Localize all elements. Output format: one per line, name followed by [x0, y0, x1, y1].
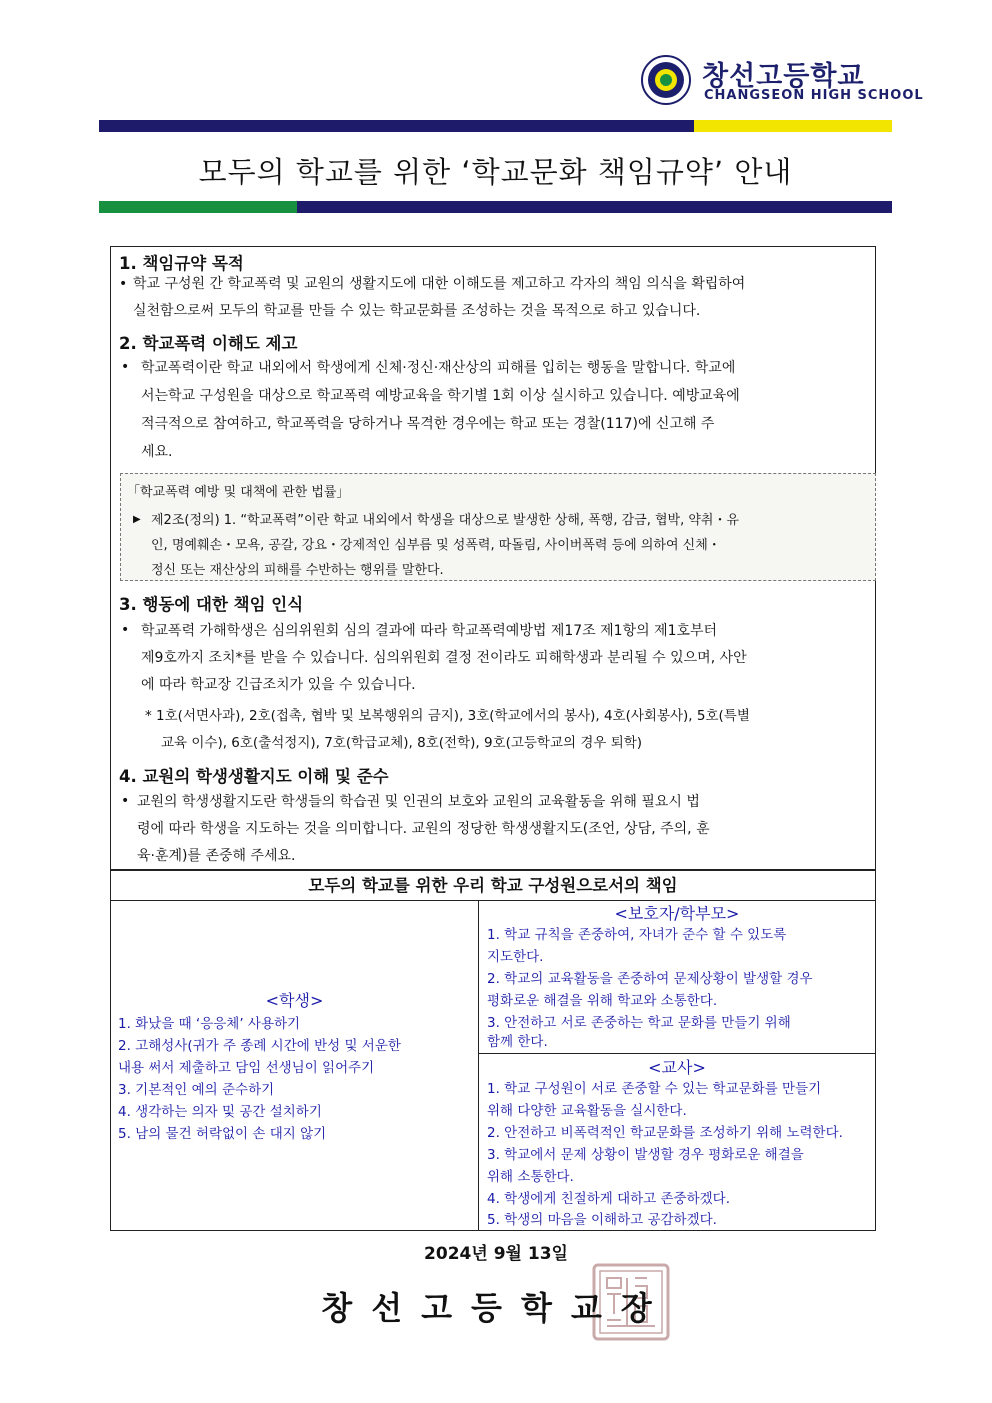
section-1-line: 학교 구성원 간 학교폭력 및 교원의 생활지도에 대한 이해도를 제고하고 각자의 책임 의식을 확립하여 — [133, 276, 746, 292]
parent-item: 평화로운 해결을 위해 학교와 소통한다. — [487, 993, 718, 1009]
section-3-line: 제9호까지 조치*를 받을 수 있습니다. 심의위원회 결정 전이라도 피해학생과 분리될 수 있으며, 사안 — [141, 650, 747, 666]
bullet-icon: • — [121, 359, 130, 375]
teacher-item: 위해 소통한다. — [487, 1169, 574, 1185]
student-column-title: <학생> — [265, 991, 324, 1010]
bottom-bar-navy — [297, 201, 892, 213]
section-2-line: 학교폭력이란 학교 내외에서 학생에게 신체·정신·재산상의 피해를 입히는 행동을 말합니다. 학교에 — [141, 360, 736, 376]
table-divider — [479, 1053, 875, 1054]
school-emblem-icon — [638, 54, 694, 106]
issue-date: 2024년 9월 13일 — [424, 1244, 568, 1264]
section-4-title: 4. 교원의 학생생활지도 이해 및 준수 — [119, 767, 389, 786]
law-title: 「학교폭력 예방 및 대책에 관한 법률」 — [127, 485, 350, 500]
responsibility-table — [110, 870, 876, 1231]
parent-item: 3. 안전하고 서로 존중하는 학교 문화를 만들기 위해 — [487, 1015, 791, 1031]
student-item: 3. 기본적인 예의 준수하기 — [118, 1082, 275, 1098]
section-2-title: 2. 학교폭력 이해도 제고 — [119, 334, 298, 353]
section-3-title: 3. 행동에 대한 책임 인식 — [119, 595, 304, 614]
top-bar-navy — [99, 120, 694, 132]
section-4-line: 육·훈계)를 존중해 주세요. — [137, 848, 296, 864]
bullet-icon: • — [121, 622, 130, 638]
section-3-line: 학교폭력 가해학생은 심의위원회 심의 결과에 따라 학교폭력예방법 제17조 제1항의 제1호부터 — [141, 623, 718, 639]
parent-column-title: <보호자/학부모> — [614, 904, 740, 923]
law-line: 제2조(정의) 1. “학교폭력”이란 학교 내외에서 학생을 대상으로 발생한 상해, 폭행, 감금, 협박, 약취・유 — [151, 513, 740, 528]
section-3-note: * 1호(서면사과), 2호(접촉, 협박 및 보복행위의 금지), 3호(학교에서의 봉사), 4호(사회봉사), 5호(특별 — [145, 708, 750, 724]
section-3-note: 교육 이수), 6호(출석정지), 7호(학급교체), 8호(전학), 9호(고등학교의 경우 퇴학) — [161, 735, 643, 751]
law-line: 인, 명예훼손・모욕, 공갈, 강요・강제적인 심부름 및 성폭력, 따돌림, 사이버폭력 등에 의하여 신체・ — [151, 538, 721, 553]
section-1-line: 실천함으로써 모두의 학교를 만들 수 있는 학교문화를 조성하는 것을 목적으로 하고 있습니다. — [133, 303, 701, 319]
responsibility-heading: 모두의 학교를 위한 우리 학교 구성원으로서의 책임 — [111, 871, 875, 901]
school-name-korean: 창선고등학교 — [702, 61, 865, 92]
bullet-icon: • — [121, 793, 130, 809]
parent-item: 지도한다. — [487, 949, 544, 965]
law-excerpt-box — [120, 473, 876, 581]
document-title: 모두의 학교를 위한 ‘학교문화 책임규약’ 안내 — [198, 155, 793, 189]
section-3-line: 에 따라 학교장 긴급조치가 있을 수 있습니다. — [141, 677, 416, 693]
section-4-line: 령에 따라 학생을 지도하는 것을 의미합니다. 교원의 정당한 학생생활지도(조언, 상담, 주의, 훈 — [137, 821, 710, 837]
school-name-english: CHANGSEON HIGH SCHOOL — [704, 88, 924, 103]
section-2-line: 서는학교 구성원을 대상으로 학교폭력 예방교육을 학기별 1회 이상 실시하고 있습니다. 예방교육에 — [141, 388, 740, 404]
section-4-line: 교원의 학생생활지도란 학생들의 학습권 및 인권의 보호와 교원의 교육활동을 위해 필요시 법 — [137, 794, 700, 810]
student-item: 내용 써서 제출하고 담임 선생님이 읽어주기 — [118, 1060, 375, 1076]
student-item: 4. 생각하는 의자 및 공간 설치하기 — [118, 1104, 322, 1120]
top-bar-yellow — [694, 120, 892, 132]
law-line: 정신 또는 재산상의 피해를 수반하는 행위를 말한다. — [151, 563, 444, 578]
teacher-item: 5. 학생의 마음을 이해하고 공감하겠다. — [487, 1212, 717, 1228]
bottom-bar-green — [99, 201, 297, 213]
teacher-column-title: <교사> — [648, 1058, 706, 1077]
teacher-item: 위해 다양한 교육활동을 실시한다. — [487, 1103, 687, 1119]
student-item: 5. 남의 물건 허락없이 손 대지 않기 — [118, 1126, 327, 1142]
arrow-right-icon: ▶ — [133, 514, 141, 525]
main-content-box — [110, 246, 876, 870]
student-item: 1. 화났을 때 ‘응응체’ 사용하기 — [118, 1016, 301, 1032]
parent-item: 함께 한다. — [487, 1034, 548, 1050]
signer-name: 창선고등학교장 — [321, 1289, 671, 1327]
parent-item: 1. 학교 규칙을 존중하여, 자녀가 준수 할 수 있도록 — [487, 927, 787, 943]
section-1-title: 1. 책임규약 목적 — [119, 254, 244, 273]
bullet-icon: • — [119, 276, 128, 292]
teacher-item: 3. 학교에서 문제 상황이 발생할 경우 평화로운 해결을 — [487, 1147, 804, 1163]
teacher-item: 2. 안전하고 비폭력적인 학교문화를 조성하기 위해 노력한다. — [487, 1125, 843, 1141]
school-logo — [638, 52, 924, 108]
teacher-item: 1. 학교 구성원이 서로 존중할 수 있는 학교문화를 만들기 — [487, 1081, 822, 1097]
section-2-line: 세요. — [141, 444, 173, 460]
student-item: 2. 고해성사(귀가 주 종례 시간에 반성 및 서운한 — [118, 1038, 401, 1054]
section-2-line: 적극적으로 참여하고, 학교폭력을 당하거나 목격한 경우에는 학교 또는 경찰(117)에 신고해 주 — [141, 416, 715, 432]
teacher-item: 4. 학생에게 친절하게 대하고 존중하겠다. — [487, 1191, 730, 1207]
parent-item: 2. 학교의 교육활동을 존중하여 문제상황이 발생할 경우 — [487, 971, 813, 987]
